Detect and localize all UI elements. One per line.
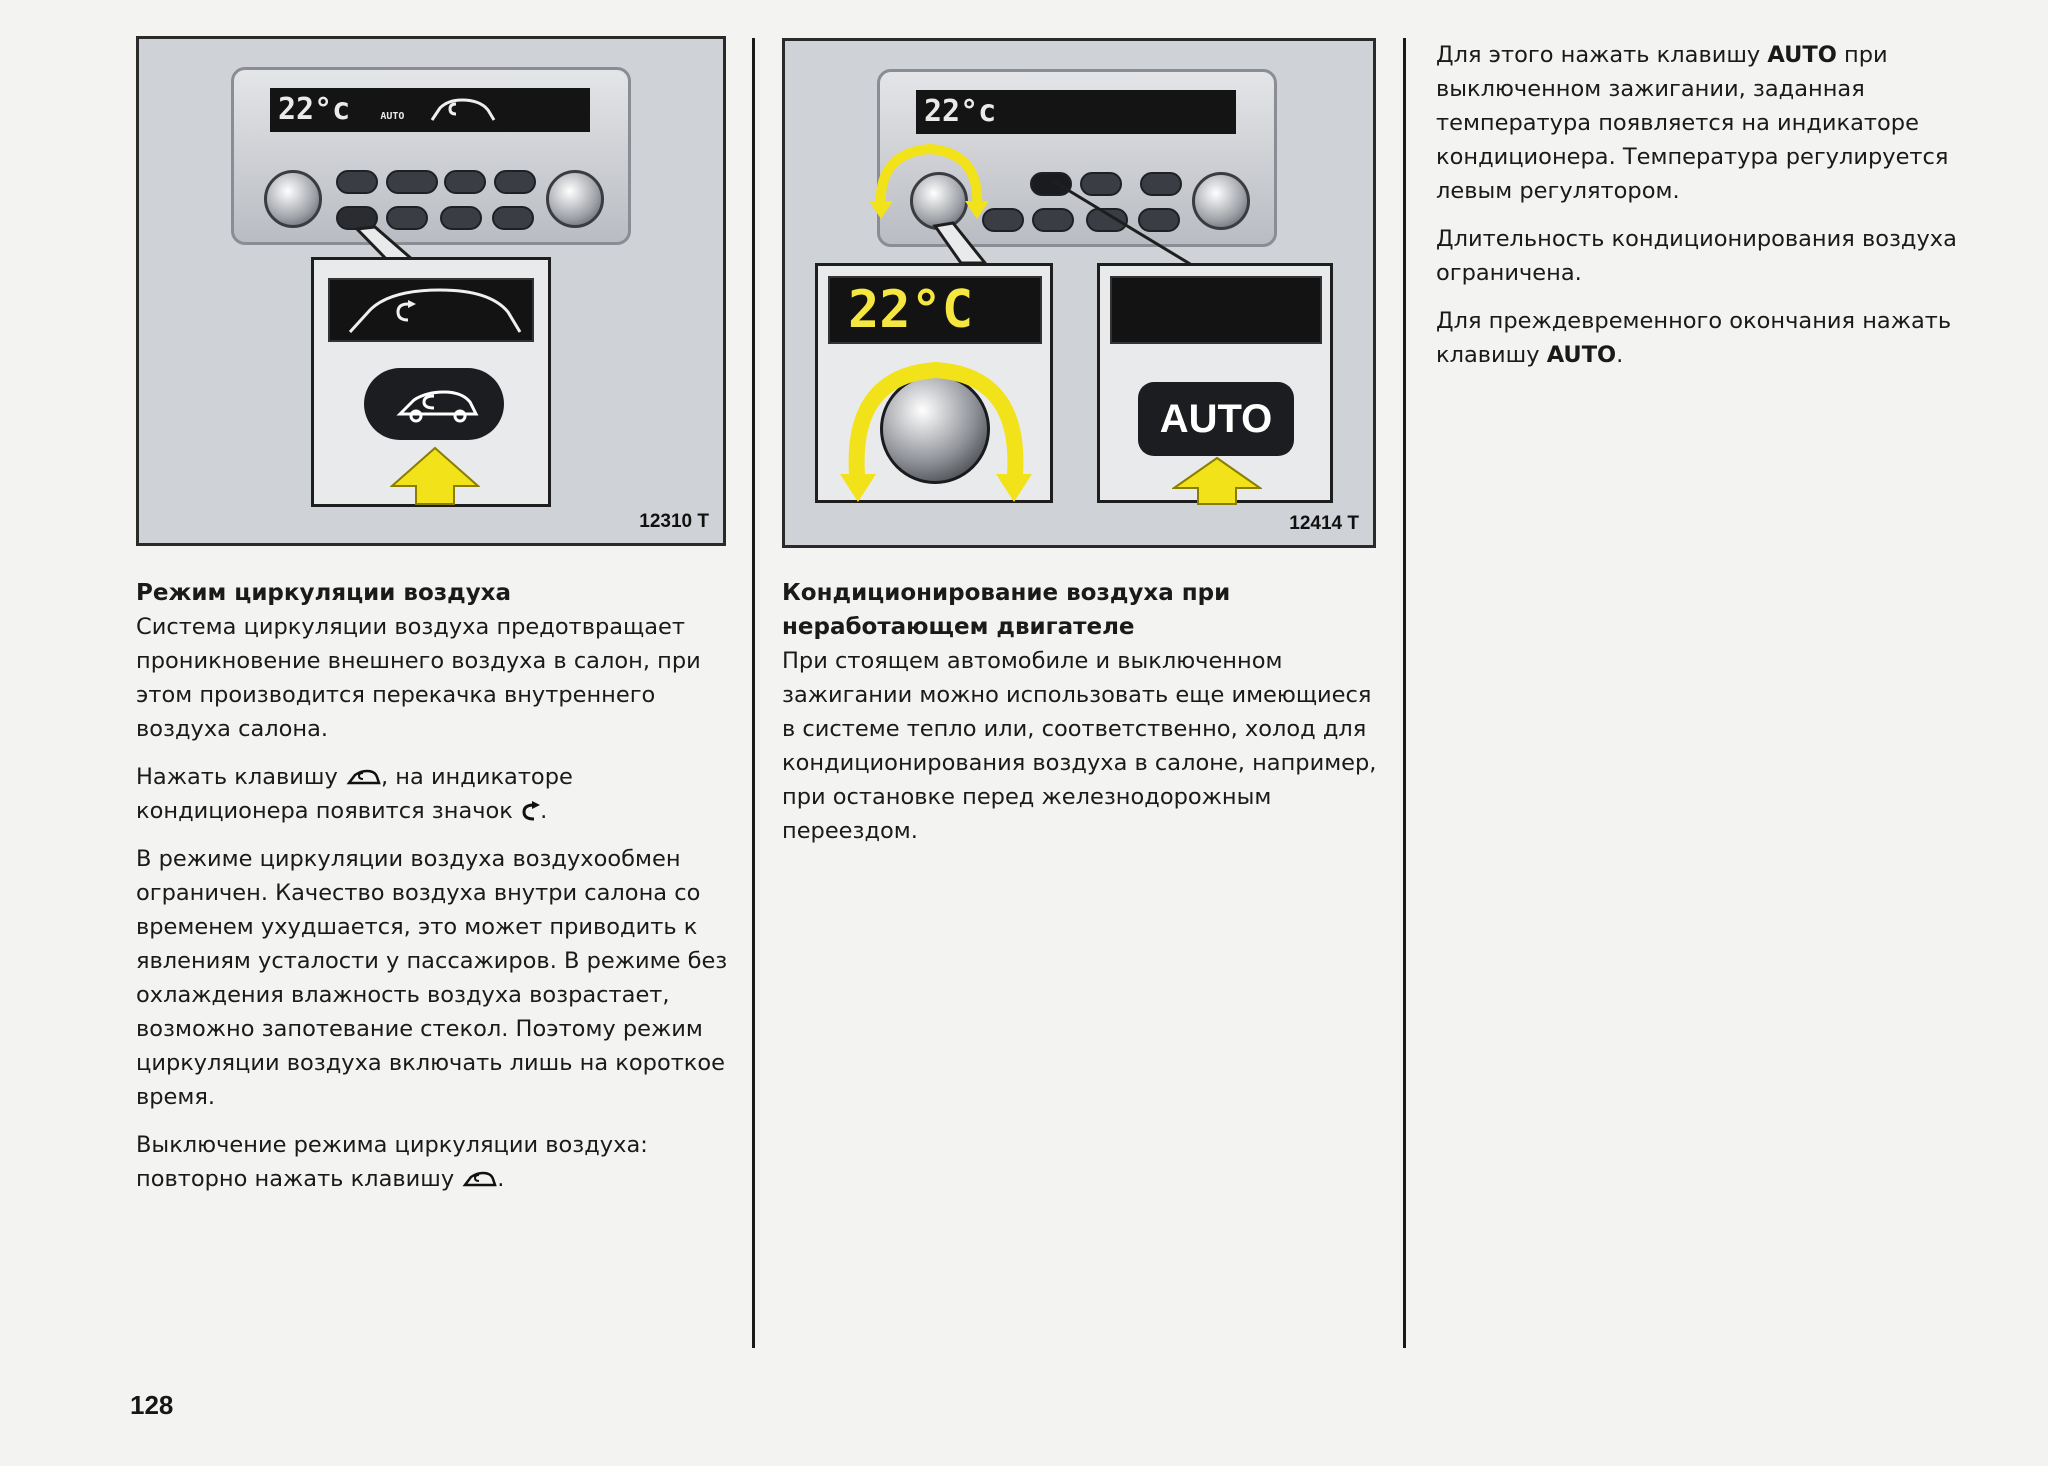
display-temperature: 22°c (278, 92, 351, 127)
auto-key-label: AUTO (1546, 342, 1617, 368)
auto-button-label: AUTO (1159, 397, 1273, 441)
paragraph-1: При стоящем автомобиле и выключенном зажигании можно использовать еще имеющиеся в системе тепло или, соответственно, холод для кондиционирования воздуха в салоне, например, при остановке перед железнодорожным переездом. (782, 648, 1377, 844)
recirculation-key-icon (461, 1169, 497, 1191)
callout-blank-display (1110, 276, 1322, 344)
recirculation-button[interactable] (364, 368, 504, 440)
figure-auto-engine-off (782, 38, 1376, 548)
callout-auto (1097, 263, 1333, 503)
column-divider-1 (752, 38, 755, 1348)
display-temperature: 22°c (924, 94, 997, 129)
page-number: 128 (130, 1390, 174, 1420)
section-heading-engine-off: Кондиционирование воздуха при неработающем двигателе (782, 580, 1231, 640)
section-heading-recirculation: Режим циркуляции воздуха (136, 580, 512, 606)
figure-code: 12414 T (1289, 513, 1359, 534)
figure-recirculation (136, 36, 726, 546)
car-recirculation-display-icon (330, 280, 530, 340)
paragraph-1: Для этого нажать клавишу AUTO при выключенном зажигании, заданная температура появляется на индикаторе кондиционера. Температура регулируется левым регулятором. (1436, 42, 1949, 204)
paragraph-1: Система циркуляции воздуха предотвращает проникновение внешнего воздуха в салон, при этом производится перекачка внутреннего воздуха салона. (136, 614, 701, 742)
auto-key-label: AUTO (1767, 42, 1837, 68)
recirculation-icon (364, 368, 504, 440)
paragraph-3: В режиме циркуляции воздуха воздухообмен ограничен. Качество воздуха внутри салона со временем ухудшается, это может приводить к явлениям усталости у пассажиров. В режиме без охлаждения влажность воздуха возрастает, возможно запотевание стекол. Поэтому режим циркуляции воздуха включать лишь на короткое время. (136, 846, 728, 1110)
column-divider-2 (1403, 38, 1406, 1348)
press-arrow-icon (390, 446, 480, 506)
callout-display (328, 278, 534, 342)
callout-temperature (815, 263, 1053, 503)
callout-temp-display (828, 276, 1042, 344)
recirculation-key-icon (345, 767, 381, 789)
auto-button[interactable] (1138, 382, 1294, 456)
paragraph-3: Для преждевременного окончания нажать клавишу AUTO. (1436, 308, 1952, 368)
figure-code: 12310 T (639, 511, 709, 532)
rotate-arrow-icon (818, 336, 1056, 506)
column-2-text (782, 576, 1382, 862)
display-auto-label: AUTO (380, 111, 405, 122)
paragraph-4: Выключение режима циркуляции воздуха: повторно нажать клавишу . (136, 1132, 648, 1192)
press-arrow-icon (1172, 456, 1262, 506)
column-3-text (1436, 38, 2016, 386)
recirculation-indicator-icon (520, 801, 540, 823)
paragraph-2: Нажать клавишу , на индикаторе кондиционера появится значок . (136, 764, 573, 824)
callout-temperature-value: 22°C (848, 280, 974, 340)
callout-recirculation (311, 257, 551, 507)
column-1-text (136, 576, 736, 1210)
paragraph-2: Длительность кондиционирования воздуха ограничена. (1436, 226, 1957, 286)
